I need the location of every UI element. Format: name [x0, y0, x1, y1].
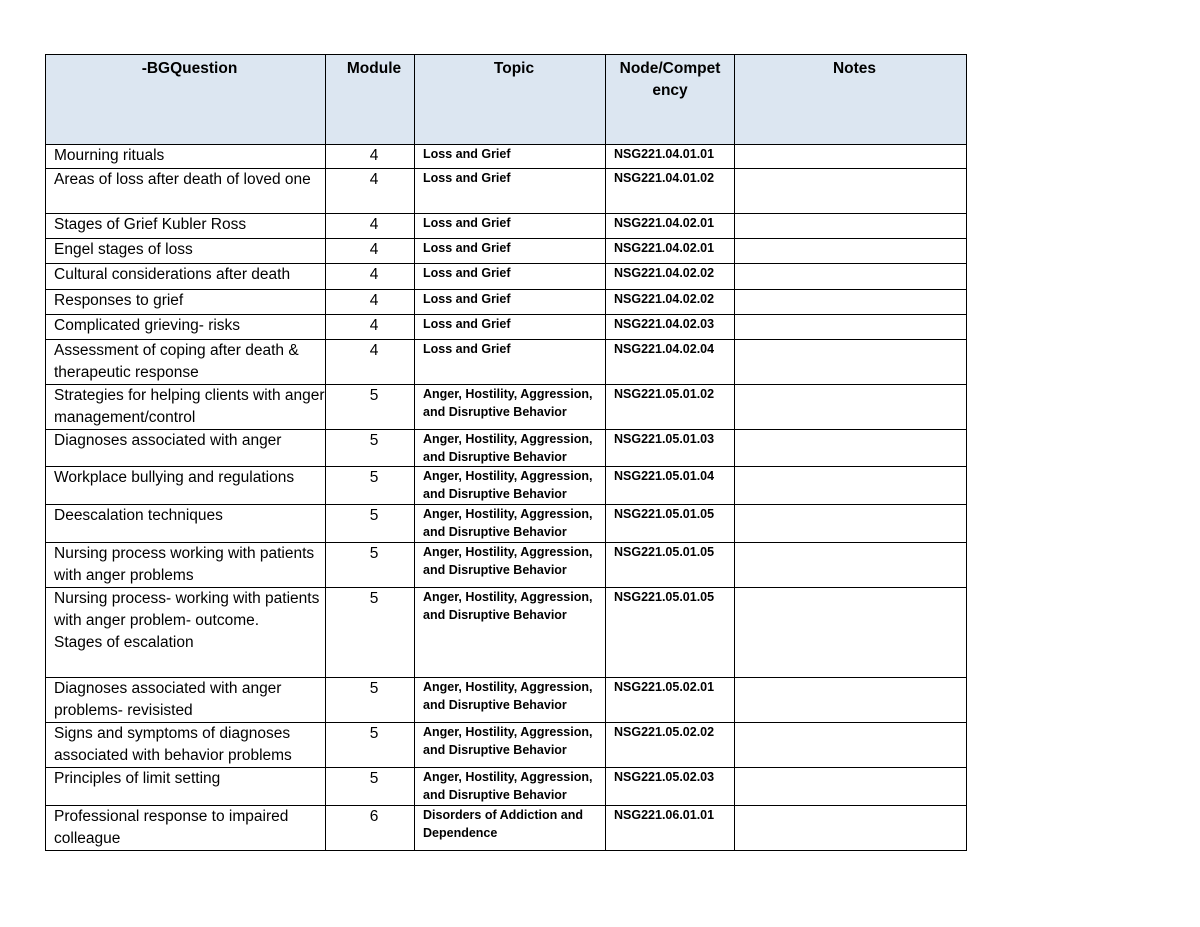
node-cell: NSG221.05.01.05 [606, 505, 735, 543]
topic-cell: Loss and Grief [415, 290, 606, 315]
module-cell: 5 [326, 588, 415, 678]
topic-cell: Anger, Hostility, Aggression, and Disruptive Behavior [415, 588, 606, 678]
module-cell: 5 [326, 768, 415, 806]
node-cell: NSG221.04.01.01 [606, 145, 735, 169]
question-cell: Responses to grief [46, 290, 326, 315]
module-cell: 6 [326, 806, 415, 851]
table-row [46, 430, 967, 467]
question-cell: Stages of Grief Kubler Ross [46, 214, 326, 239]
question-cell: Cultural considerations after death [46, 264, 326, 290]
question-cell: Strategies for helping clients with anger management/control [46, 385, 326, 430]
question-cell: Mourning rituals [46, 145, 326, 169]
question-cell: Areas of loss after death of loved one [46, 169, 326, 214]
notes-cell [735, 588, 967, 678]
topic-cell: Anger, Hostility, Aggression, and Disruptive Behavior [415, 505, 606, 543]
node-cell: NSG221.06.01.01 [606, 806, 735, 851]
notes-cell [735, 430, 967, 467]
notes-cell [735, 214, 967, 239]
table-row [46, 723, 967, 768]
notes-cell [735, 678, 967, 723]
module-cell: 4 [326, 264, 415, 290]
header-row [46, 55, 967, 145]
topic-cell: Loss and Grief [415, 169, 606, 214]
question-cell: Diagnoses associated with anger [46, 430, 326, 467]
module-cell: 5 [326, 543, 415, 588]
header-question: -BGQuestion [46, 55, 326, 145]
topic-cell: Anger, Hostility, Aggression, and Disruptive Behavior [415, 678, 606, 723]
node-cell: NSG221.04.02.01 [606, 239, 735, 264]
question-cell: Diagnoses associated with anger problems- revisisted [46, 678, 326, 723]
topic-cell: Anger, Hostility, Aggression, and Disruptive Behavior [415, 543, 606, 588]
topic-cell: Loss and Grief [415, 214, 606, 239]
topic-cell: Loss and Grief [415, 239, 606, 264]
question-cell: Professional response to impaired colleague [46, 806, 326, 851]
node-cell: NSG221.05.01.04 [606, 467, 735, 505]
notes-cell [735, 145, 967, 169]
notes-cell [735, 264, 967, 290]
notes-cell [735, 505, 967, 543]
topic-cell: Anger, Hostility, Aggression, and Disruptive Behavior [415, 430, 606, 467]
notes-cell [735, 543, 967, 588]
module-cell: 4 [326, 145, 415, 169]
node-cell: NSG221.05.01.05 [606, 543, 735, 588]
module-cell: 5 [326, 505, 415, 543]
notes-cell [735, 315, 967, 340]
node-cell: NSG221.05.02.02 [606, 723, 735, 768]
topic-cell: Anger, Hostility, Aggression, and Disruptive Behavior [415, 467, 606, 505]
module-cell: 5 [326, 385, 415, 430]
header-notes: Notes [735, 55, 967, 145]
node-cell: NSG221.04.02.04 [606, 340, 735, 385]
question-cell: Signs and symptoms of diagnoses associated with behavior problems [46, 723, 326, 768]
node-cell: NSG221.05.01.05 [606, 588, 735, 678]
topic-cell: Anger, Hostility, Aggression, and Disruptive Behavior [415, 768, 606, 806]
question-cell: Nursing process working with patients with anger problems [46, 543, 326, 588]
table-row [46, 239, 967, 264]
node-cell: NSG221.04.02.01 [606, 214, 735, 239]
question-cell: Nursing process- working with patients with anger problem- outcome. Stages of escalation [46, 588, 326, 678]
topic-cell: Loss and Grief [415, 264, 606, 290]
notes-cell [735, 239, 967, 264]
header-topic: Topic [415, 55, 606, 145]
table-row [46, 340, 967, 385]
table-row [46, 385, 967, 430]
table-row [46, 169, 967, 214]
module-cell: 5 [326, 678, 415, 723]
table-row [46, 768, 967, 806]
table-row [46, 543, 967, 588]
node-cell: NSG221.04.02.02 [606, 290, 735, 315]
notes-cell [735, 806, 967, 851]
topic-cell: Disorders of Addiction and Dependence [415, 806, 606, 851]
table-row [46, 264, 967, 290]
table-row [46, 588, 967, 678]
node-cell: NSG221.05.01.02 [606, 385, 735, 430]
topic-cell: Loss and Grief [415, 145, 606, 169]
module-cell: 4 [326, 169, 415, 214]
question-cell: Deescalation techniques [46, 505, 326, 543]
node-cell: NSG221.04.01.02 [606, 169, 735, 214]
topic-cell: Loss and Grief [415, 340, 606, 385]
module-cell: 5 [326, 430, 415, 467]
table-row [46, 290, 967, 315]
question-cell: Principles of limit setting [46, 768, 326, 806]
module-cell: 4 [326, 239, 415, 264]
topic-cell: Anger, Hostility, Aggression, and Disruptive Behavior [415, 723, 606, 768]
question-cell: Workplace bullying and regulations [46, 467, 326, 505]
notes-cell [735, 340, 967, 385]
table-row [46, 505, 967, 543]
notes-cell [735, 290, 967, 315]
notes-cell [735, 723, 967, 768]
module-cell: 4 [326, 340, 415, 385]
table-row [46, 806, 967, 851]
topic-cell: Loss and Grief [415, 315, 606, 340]
topic-cell: Anger, Hostility, Aggression, and Disruptive Behavior [415, 385, 606, 430]
notes-cell [735, 385, 967, 430]
table-row [46, 145, 967, 169]
question-cell: Assessment of coping after death & therapeutic response [46, 340, 326, 385]
table-row [46, 678, 967, 723]
question-cell: Engel stages of loss [46, 239, 326, 264]
node-cell: NSG221.05.01.03 [606, 430, 735, 467]
module-cell: 4 [326, 290, 415, 315]
node-cell: NSG221.04.02.02 [606, 264, 735, 290]
notes-cell [735, 768, 967, 806]
module-cell: 5 [326, 467, 415, 505]
notes-cell [735, 467, 967, 505]
table-body [46, 145, 967, 851]
node-cell: NSG221.04.02.03 [606, 315, 735, 340]
node-cell: NSG221.05.02.01 [606, 678, 735, 723]
module-cell: 4 [326, 214, 415, 239]
question-cell: Complicated grieving- risks [46, 315, 326, 340]
module-cell: 5 [326, 723, 415, 768]
module-cell: 4 [326, 315, 415, 340]
node-cell: NSG221.05.02.03 [606, 768, 735, 806]
header-node: Node/Compet ency [606, 55, 735, 145]
notes-cell [735, 169, 967, 214]
table-row [46, 214, 967, 239]
question-table [45, 54, 967, 851]
header-module: Module [326, 55, 415, 145]
table-row [46, 315, 967, 340]
table-row [46, 467, 967, 505]
